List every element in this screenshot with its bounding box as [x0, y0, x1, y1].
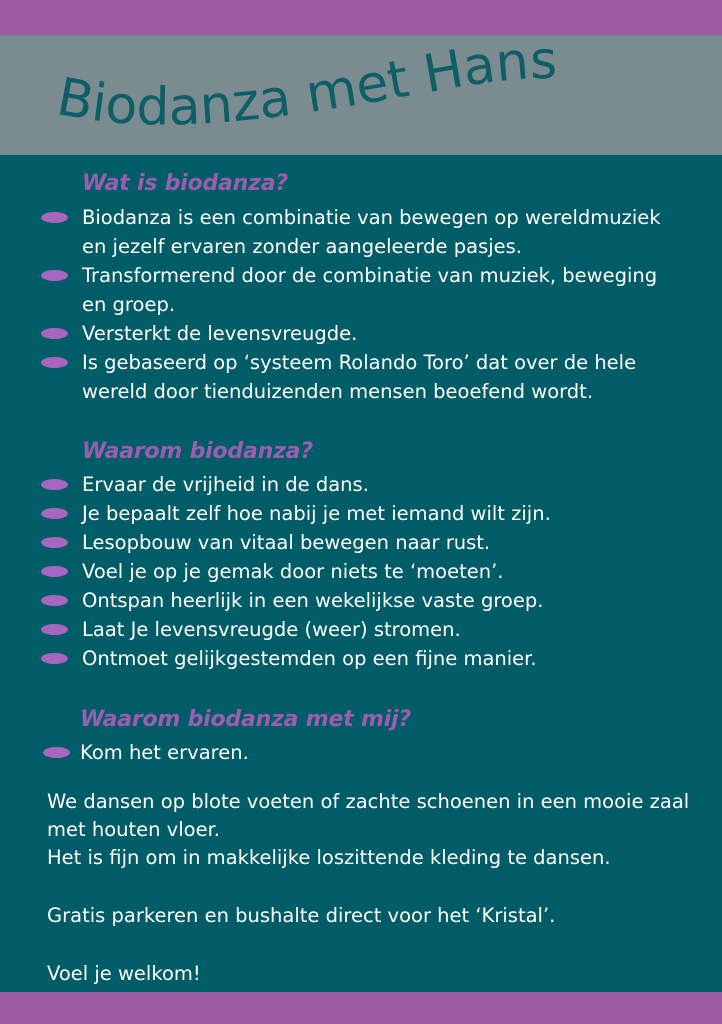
section-heading-waarom: Waarom biodanza? [82, 439, 313, 464]
page-title [52, 35, 557, 138]
bullet-dot [41, 595, 68, 606]
bullet-list-wat-is [0, 203, 722, 406]
main-content [0, 155, 722, 992]
bullet-dot [41, 212, 68, 223]
bullet-dot [41, 479, 68, 490]
bullet-list-waarom [0, 470, 722, 673]
bullet-dot [41, 357, 68, 368]
list-item: Versterkt de levensvreugde. [0, 319, 682, 348]
paragraph-welcome: Voel je welkom! [47, 962, 201, 985]
paragraph-parking: Gratis parkeren en bushalte direct voor het ‘Kristal’. [47, 904, 556, 927]
list-item: Biodanza is een combinatie van bewegen op wereldmuziek en jezelf ervaren zonder aangeleerde pasjes. [0, 203, 682, 261]
bullet-dot [43, 747, 70, 758]
bullet-dot [41, 270, 68, 281]
list-item: Is gebaseerd op ‘systeem Rolando Toro’ dat over de hele wereld door tienduizenden mensen beoefend wordt. [0, 348, 682, 406]
bullet-dot [41, 508, 68, 519]
list-item: Ervaar de vrijheid in de dans. [0, 470, 682, 499]
paragraph-clothing: Het is fijn om in makkelijke loszittende kleding te dansen. [47, 846, 611, 869]
header-banner [0, 35, 722, 155]
bullet-dot [41, 624, 68, 635]
bullet-dot [41, 653, 68, 664]
bullet-list-waarom-met-mij [0, 738, 722, 767]
list-item: Ontmoet gelijkgestemden op een fijne manier. [0, 644, 682, 673]
top-band [0, 0, 722, 35]
list-item: Lesopbouw van vitaal bewegen naar rust. [0, 528, 682, 557]
list-item: Kom het ervaren. [0, 738, 680, 767]
list-item: Laat Je levensvreugde (weer) stromen. [0, 615, 682, 644]
bullet-dot [41, 328, 68, 339]
list-item: Ontspan heerlijk in een wekelijkse vaste groep. [0, 586, 682, 615]
bullet-dot [41, 537, 68, 548]
page-title-text: Biodanza met Hans [52, 35, 558, 138]
section-heading-wat-is: Wat is biodanza? [82, 171, 288, 196]
bottom-band [0, 992, 722, 1024]
section-heading-waarom-met-mij: Waarom biodanza met mij? [80, 707, 411, 732]
list-item: Je bepaalt zelf hoe nabij je met iemand wilt zijn. [0, 499, 682, 528]
title-wordart [0, 35, 722, 155]
list-item: Voel je op je gemak door niets te ‘moeten’. [0, 557, 682, 586]
paragraph-location: We dansen op blote voeten of zachte schoenen in een mooie zaal met houten vloer. [47, 790, 690, 841]
list-item: Transformerend door de combinatie van muziek, beweging en groep. [0, 261, 682, 319]
bullet-dot [41, 566, 68, 577]
